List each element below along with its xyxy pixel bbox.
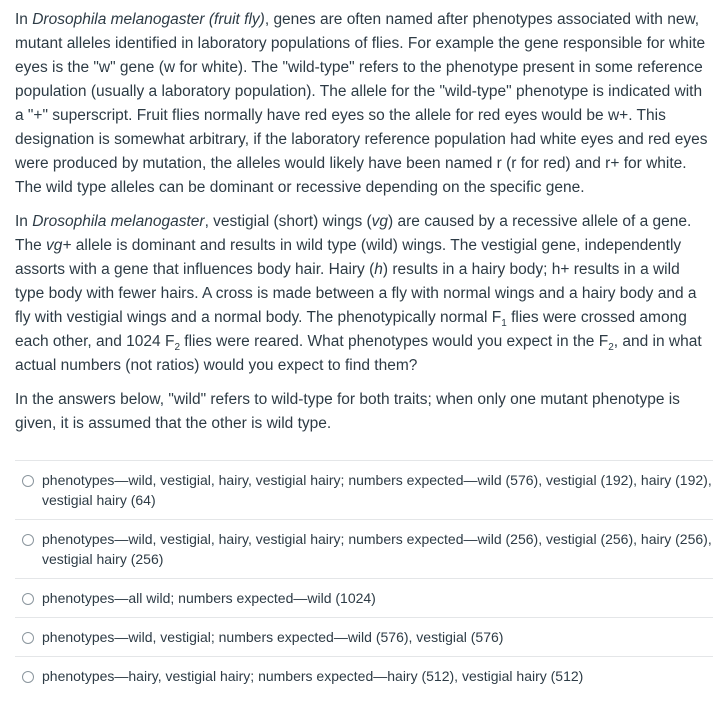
answer-option-5[interactable] [15,656,713,692]
radio-button[interactable] [22,593,34,605]
question-paragraph-intro: In Drosophila melanogaster (fruit fly), genes are often named after phenotypes associated with new, mutant alleles identified in laboratory populations of flies. For example the gene responsible for white eyes is the "w" gene (w for white). The "wild-type" refers to the phenotype present in some reference population (usually a laboratory population). The allele for the "wild-type" phenotype is indicated with a "+" superscript. Fruit flies normally have red eyes so the allele for red eyes would be w+. This designation is somewhat arbitrary, if the laboratory reference population had white eyes and red eyes were produced by mutation, the alleles would likely have been named r (r for red) and r+ for white. The wild type alleles can be dominant or recessive depending on the specific gene. [15,11,708,196]
answer-label[interactable]: phenotypes—wild, vestigial; numbers expected—wild (576), vestigial (576) [42,629,504,645]
answer-option-4[interactable] [15,617,713,656]
radio-button[interactable] [22,632,34,644]
answer-label[interactable]: phenotypes—wild, vestigial, hairy, vestigial hairy; numbers expected—wild (256), vestigial (256), hairy (256), vestigial hairy (256) [42,531,712,567]
question-paragraph-cross: In Drosophila melanogaster, vestigial (short) wings (vg) are caused by a recessive allele of a gene. The vg+ allele is dominant and results in wild type (wild) wings. The vestigial gene, independently assorts with a gene that influences body hair. Hairy (h) results in a hairy body; h+ results in a wild type body with fewer hairs. A cross is made between a fly with normal wings and a hairy body and a fly with vestigial wings and a normal body. The phenotypically normal $F_1$ flies were crossed among each other, and 1024 $F_2$ flies were reared. What phenotypes would you expect in the $F_2$, and in what actual numbers (not ratios) would you expect to find them? [15,213,702,374]
answer-label[interactable]: phenotypes—all wild; numbers expected—wild (1024) [42,590,376,606]
answer-option-1[interactable] [15,460,713,519]
answer-label[interactable]: phenotypes—wild, vestigial, hairy, vestigial hairy; numbers expected—wild (576), vestigial (192), hairy (192), vestigial hairy (64) [42,472,712,508]
answer-option-2[interactable] [15,519,713,578]
radio-button[interactable] [22,475,34,487]
question-paragraph-note: In the answers below, "wild" refers to wild-type for both traits; when only one mutant phenotype is given, it is assumed that the other is wild type. [15,391,680,432]
answer-option-3[interactable] [15,578,713,617]
radio-button[interactable] [22,534,34,546]
answer-list [0,460,727,692]
radio-button[interactable] [22,671,34,683]
answer-label[interactable]: phenotypes—hairy, vestigial hairy; numbers expected—hairy (512), vestigial hairy (512) [42,668,584,684]
